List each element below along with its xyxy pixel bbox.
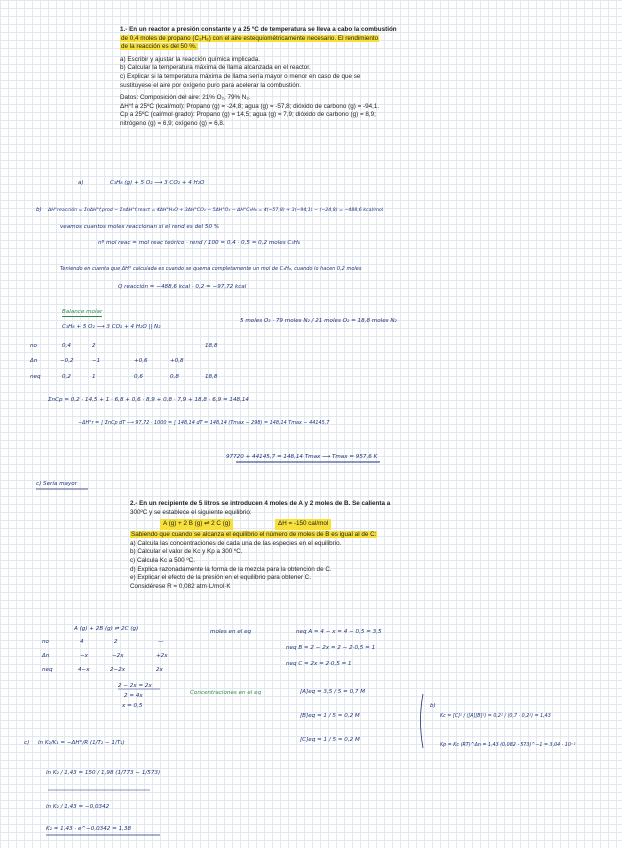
hw-a-equation: C₃H₈ (g) + 5 O₂ ⟶ 3 CO₂ + 4 H₂O — [110, 180, 205, 186]
problem-1-statement — [120, 26, 480, 129]
hw-p2-c4: K₂ = 1,43 · e^−0,0342 = 1,38 — [46, 826, 132, 832]
hw-p2-solve: x = 0,5 — [122, 703, 143, 709]
hw-p2-conc: [C]eq = 1 / 5 = 0,2 M — [300, 737, 360, 743]
hw-p2-b-label: b) — [430, 703, 436, 709]
hw-p2-kc: Kc = [C]² / ([A][B]²) = 0,2² / (0,7 · 0,2²) = 1,43 — [440, 714, 551, 719]
hw-p2-cell: 2x — [156, 667, 163, 673]
problem-2-line: 2.- En un recipiente de 5 litros se introducen 4 moles de A y 2 moles de B. Se calienta a — [130, 500, 391, 507]
hw-result: 97720 + 44145,7 = 148,14 Tmax ⟶ Tmax = 957,6 K — [226, 454, 378, 460]
problem-2-statement — [130, 500, 430, 591]
hw-p2-kp: Kp = Kc (RT)^Δn = 1,43 (0,082 · 573)^−1 = 3,04 · 10⁻² — [440, 743, 576, 748]
hw-balance-title: Balance molar — [62, 309, 103, 315]
hw-p2-moles: neq A = 4 − x = 4 − 0,5 = 3,5 — [296, 629, 382, 635]
hw-c-answer: c) Sería mayor — [36, 481, 77, 487]
hw-p2-c2: ln K₂ / 1,43 = 150 / 1,98 (1/773 − 1/573) — [46, 770, 161, 776]
hw-cell: 18,8 — [205, 374, 218, 380]
hw-cell: 18,8 — [205, 343, 218, 349]
hw-p2-cell: — — [158, 639, 164, 645]
hw-p2-c1: ln K₂/K₁ = −ΔH°/R (1/T₂ − 1/T₁) — [38, 740, 125, 746]
hw-p2-moles-title: moles en el eq — [210, 629, 252, 635]
hw-cell: −1 — [92, 358, 101, 364]
problem-1-line: de 0,4 moles de propano (C₃H₈) con el aire estequiométricamente necesario. El rendimiento — [121, 34, 379, 42]
hw-p2-cell: −2x — [112, 653, 124, 659]
hw-b-enthalpy: ΔH°reacción = ΣnΔH°f,prod − ΣnΔH°f,react = 4ΔH°H₂O + 3ΔH°CO₂ − 5ΔH°O₂ − ΔH°C₃H₈ = 4(−57,8) + 3(−94,1) − (−24,8) = −488,6 kcal/mol — [48, 208, 384, 213]
hw-p2-cell: 2 — [114, 639, 118, 645]
hw-p2-row-label: no — [42, 639, 49, 645]
problem-1-line: ΔH°f a 25ºC (kcal/mol): Propano (g) = -24,8; agua (g) = -57,8; dióxido de carbono (g) = -94,1. — [120, 102, 380, 110]
hw-sum-cp: ΣnCp = 0,2 · 14,5 + 1 · 6,8 + 0,6 · 8,9 + 0,8 · 7,9 + 18,8 · 6,9 = 148,14 — [48, 397, 249, 403]
hw-integral: −ΔH°r = ∫ ΣnCp dT ⟶ 97,72 · 1000 = ∫ 148,14 dT = 148,14 (Tmax − 298) = 148,14 Tmax − 44145,7 — [78, 420, 330, 426]
problem-1-line: c) Explicar si la temperatura máxima de llama sería mayor o menor en caso de que se — [120, 72, 361, 80]
hw-p2-c-label: c) — [24, 740, 30, 746]
problem-2-line: 300ºC y se establece el siguiente equilibrio: — [130, 508, 252, 516]
problem-2-line: Considérese R = 0,082 atm·L/mol·K — [130, 582, 231, 590]
problem-1-line: Cp a 25ºC (cal/mol·grado): Propano (g) = 14,5; agua (g) = 7,9; dióxido de carbono (g) = 8,9; — [120, 111, 376, 119]
problem-1-line: b) Calcular la temperatura máxima de llama alcanzada en el reactor. — [120, 64, 311, 72]
problem-2-equation-line — [130, 517, 430, 531]
hw-b-label: b) — [36, 207, 42, 213]
problem-2-line: c) Calcula Kc a 500 ºC. — [130, 556, 195, 564]
problem-2-line: e) Explicar el efecto de la presión en el equilibrio para obtener C. — [130, 574, 311, 582]
hw-cell: 0,4 — [62, 343, 71, 349]
hw-p2-solve: 2 = 4x — [124, 693, 143, 699]
problem-1-line: sustituyese el aire por oxígeno puro para acelerar la combustión. — [120, 81, 301, 89]
problem-2-line: a) Calcula las concentraciones de cada una de las especies en el equilibrio. — [130, 539, 342, 547]
problem-2-line: Sabiendo que cuando se alcanza el equilibrio el número de moles de B es igual al de C: — [131, 531, 377, 539]
equilibrium-equation: A (g) + 2 B (g) ⇌ 2 C (g) — [160, 519, 233, 530]
problem-1-line: Datos: Composición del aire: 21% O₂, 79% N₂. — [120, 94, 251, 102]
hw-cell: +0,6 — [134, 358, 148, 364]
problem-2-line: b) Calcular el valor de Kc y Kp a 300 ºC. — [130, 548, 243, 556]
problem-2-line: d) Explica razonadamente la forma de la mezcla para la obtención de C. — [130, 565, 332, 573]
hw-cell: 1 — [92, 374, 96, 380]
hw-b-line5: Q reacción = −488,6 kcal · 0,2 = −97,72 kcal — [118, 284, 247, 290]
hw-p2-cell: 4−x — [78, 667, 90, 673]
enthalpy-value: ΔH = -150 cal/mol — [275, 519, 331, 530]
hw-cell: 0,8 — [170, 374, 179, 380]
hw-p2-cell: −x — [80, 653, 88, 659]
hw-p2-moles: neq C = 2x = 2·0,5 = 1 — [286, 661, 352, 667]
hw-p2-conc: [A]eq = 3,5 / 5 = 0,7 M — [300, 689, 366, 695]
hw-row-label-eq: neq — [30, 374, 41, 380]
hw-cell: 0,2 — [62, 374, 71, 380]
hw-cell: −0,2 — [60, 358, 74, 364]
problem-1-line: a) Escribir y ajustar la reacción química implicada. — [120, 55, 260, 63]
problem-1-line: de la reacción es del 50 %. — [121, 43, 197, 51]
hw-p2-conc: [B]eq = 1 / 5 = 0,2 M — [300, 713, 360, 719]
hw-p2-cell: 4 — [80, 639, 84, 645]
hw-b-line4: Teniendo en cuenta que ΔH° calculada es cuando se quema completamente un mol de C₃H₈, cuando lo hacen 0,2 moles — [60, 266, 362, 272]
hw-b-line3: nº mol reac = mol reac teórico · rend / 100 = 0,4 · 0,5 = 0,2 moles C₃H₈ — [98, 240, 301, 246]
problem-1-line: nitrógeno (g) = 6,9; oxígeno (g) = 6,8. — [120, 119, 225, 127]
hw-p2-equation: A (g) + 2B (g) ⇌ 2C (g) — [74, 626, 139, 632]
hw-p2-cell: +2x — [156, 653, 168, 659]
hw-p2-cell: 2−2x — [110, 667, 126, 673]
hw-row-label-dn: Δn — [30, 358, 38, 364]
hw-balance-equation: C₃H₈ + 5 O₂ ⟶ 3 CO₂ + 4 H₂O || N₂ — [62, 324, 161, 330]
hw-cell: +0,8 — [170, 358, 184, 364]
hw-balance-side: 5 moles O₂ · 79 moles N₂ / 21 moles O₂ = 18,8 moles N₂ — [240, 318, 397, 324]
hw-b-line2: veamos cuantos moles reaccionan si el rend es del 50 % — [60, 224, 220, 230]
brace-b — [421, 694, 424, 748]
hw-p2-row-label: Δn — [42, 653, 50, 659]
hw-row-label-no: no — [30, 343, 37, 349]
hw-cell: 0,6 — [134, 374, 143, 380]
hw-p2-solve: 2 − 2x = 2x — [118, 683, 152, 689]
problem-1-line: 1.- En un reactor a presión constante y a 25 ºC de temperatura se lleva a cabo la combustión — [120, 26, 397, 33]
hw-p2-c3: ln K₂ / 1,43 = −0,0342 — [46, 804, 110, 810]
hw-p2-moles: neq B = 2 − 2x = 2 − 2·0,5 = 1 — [286, 645, 376, 651]
hw-p2-conc-title: Concentraciones en el eq — [190, 690, 262, 696]
hw-cell: 2 — [92, 343, 96, 349]
hw-p2-row-label: neq — [42, 667, 53, 673]
hw-a-label: a) — [78, 180, 84, 186]
